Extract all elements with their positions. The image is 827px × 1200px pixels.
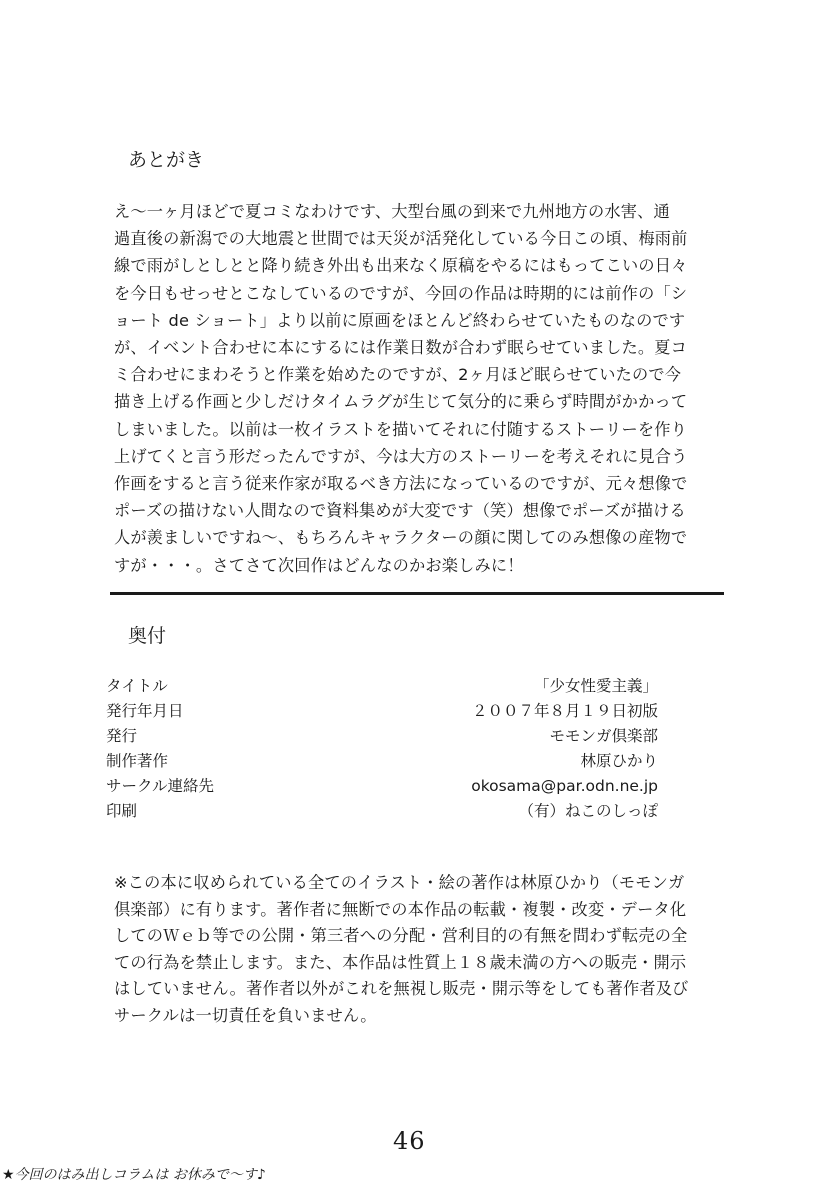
colophon-row-title bbox=[106, 674, 658, 699]
colophon-row-printer bbox=[106, 799, 658, 824]
section-divider bbox=[110, 592, 724, 595]
afterword-heading: あとがき bbox=[128, 149, 205, 171]
footer-handwritten-note: ★今回のはみ出しコラムは お休みで～す♪ bbox=[2, 1167, 266, 1183]
copyright-notice bbox=[114, 870, 714, 1030]
afterword-line: ョート de ショート」より以前に原画をほとんど終わらせていたものなのです bbox=[114, 310, 686, 330]
afterword-line: 作画をすると言う従来作家が取るべき方法になっているのですが、元々想像で bbox=[114, 474, 688, 494]
notice-line: ※この本に収められている全てのイラスト・絵の著作は林原ひかり（モモンガ bbox=[114, 873, 685, 892]
colophon-label: 制作著作 bbox=[106, 752, 169, 770]
colophon-label: サークル連絡先 bbox=[106, 777, 215, 795]
afterword-line: ミ合わせにまわそうと作業を始めたのですが、2ヶ月ほど眠らせていたので今 bbox=[114, 365, 682, 385]
afterword-line: 過直後の新潟での大地震と世間では天災が活発化している今日この頃、梅雨前 bbox=[114, 229, 688, 249]
colophon-value: （有）ねこのしっぽ bbox=[518, 802, 658, 820]
colophon-value: 林原ひかり bbox=[580, 752, 658, 770]
colophon-value: モモンガ倶楽部 bbox=[549, 727, 658, 745]
colophon-label: 印刷 bbox=[106, 802, 138, 820]
colophon-value: ２００７年８月１９日初版 bbox=[471, 702, 658, 720]
afterword-line: ポーズの描けない人間なので資料集めが大変です（笑）想像でポーズが描ける bbox=[114, 501, 686, 521]
colophon-row-contact bbox=[106, 774, 658, 799]
afterword-line: が、イベント合わせに本にするには作業日数が合わず眠らせていました。夏コ bbox=[114, 338, 688, 358]
afterword-line: え～一ヶ月ほどで夏コミなわけです、大型台風の到来で九州地方の水害、通 bbox=[114, 202, 670, 221]
afterword-body bbox=[114, 198, 714, 579]
colophon-row-publisher bbox=[106, 724, 658, 749]
colophon-label: 発行 bbox=[106, 727, 138, 745]
afterword-line: 線で雨がしとしとと降り続き外出も出来なく原稿をやるにはもってこいの日々 bbox=[114, 256, 688, 276]
afterword-line: を今日もせっせとこなしているのですが、今回の作品は時期的には前作の「シ bbox=[114, 283, 688, 303]
afterword-line: 上げてくと言う形だったんですが、今は大方のストーリーを考えそれに見合う bbox=[114, 446, 688, 466]
colophon-row-date bbox=[106, 699, 658, 724]
colophon-heading: 奥付 bbox=[128, 625, 167, 647]
page-number: 46 bbox=[393, 1127, 426, 1155]
colophon-table bbox=[106, 674, 658, 824]
notice-line: はしていません。著作者以外がこれを無視し販売・開示等をしても著作者及び bbox=[114, 979, 689, 999]
notice-line: ての行為を禁止します。また、本作品は性質上１８歳未満の方への販売・開示 bbox=[114, 952, 687, 972]
notice-line: 倶楽部）に有ります。著作者に無断での本作品の転載・複製・改変・データ化 bbox=[114, 899, 687, 919]
afterword-line: しまいました。以前は一枚イラストを描いてそれに付随するストーリーを作り bbox=[114, 419, 688, 439]
colophon-label: タイトル bbox=[106, 677, 168, 695]
afterword-line: すが・・・。さてさて次回作はどんなのかお楽しみに！ bbox=[114, 555, 524, 575]
notice-line: してのＷｅｂ等での公開・第三者への分配・営利目的の有無を問わず転売の全 bbox=[114, 926, 688, 946]
colophon-row-author bbox=[106, 749, 658, 774]
colophon-value: 「少女性愛主義」 bbox=[533, 677, 658, 695]
afterword-line: 人が羨ましいですね～、もちろんキャラクターの顔に関してのみ想像の産物で bbox=[114, 528, 688, 548]
afterword-line: 描き上げる作画と少しだけタイムラグが生じて気分的に乗らず時間がかかって bbox=[114, 392, 688, 412]
notice-line: サークルは一切責任を負いません。 bbox=[114, 1005, 377, 1025]
colophon-label: 発行年月日 bbox=[106, 702, 184, 720]
colophon-value: okosama@par.odn.ne.jp bbox=[471, 777, 658, 795]
